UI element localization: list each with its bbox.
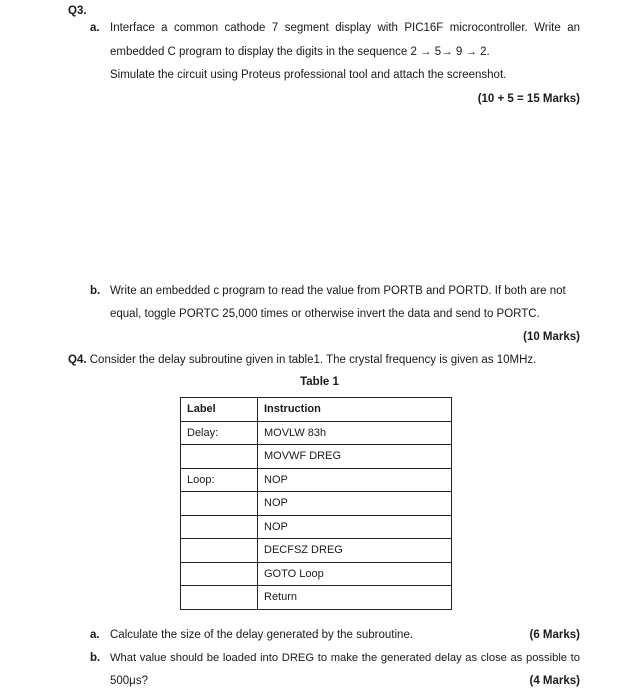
row-label: Loop: bbox=[181, 468, 258, 492]
q3b-marker: b. bbox=[90, 285, 101, 297]
q4b-line2: 500μs? bbox=[110, 675, 148, 687]
row-label bbox=[181, 586, 258, 610]
row-instruction: DECFSZ DREG bbox=[258, 539, 452, 563]
row-instruction: MOVLW 83h bbox=[258, 421, 452, 445]
q3-heading: Q3. bbox=[68, 5, 87, 17]
row-instruction: NOP bbox=[258, 515, 452, 539]
table-row bbox=[181, 468, 452, 492]
table-header-row bbox=[181, 398, 452, 422]
q4-intro: Consider the delay subroutine given in table1. The crystal frequency is given as 10MHz. bbox=[89, 354, 537, 366]
row-label bbox=[181, 539, 258, 563]
table-row bbox=[181, 445, 452, 469]
q3a-marks: (10 + 5 = 15 Marks) bbox=[477, 93, 580, 105]
q4a-marker: a. bbox=[90, 629, 100, 641]
row-instruction: NOP bbox=[258, 492, 452, 516]
table-row bbox=[181, 586, 452, 610]
row-instruction: NOP bbox=[258, 468, 452, 492]
table-row bbox=[181, 539, 452, 563]
q3a-marker: a. bbox=[90, 22, 100, 34]
q3b-line1: Write an embedded c program to read the value from PORTB and PORTD. If both are not bbox=[110, 285, 566, 297]
header-instruction: Instruction bbox=[258, 398, 452, 422]
q3a-line3: Simulate the circuit using Proteus professional tool and attach the screenshot. bbox=[110, 69, 507, 81]
q4b-marks: (4 Marks) bbox=[529, 675, 580, 687]
header-label: Label bbox=[181, 398, 258, 422]
table-row bbox=[181, 562, 452, 586]
row-label bbox=[181, 562, 258, 586]
q4-heading: Q4. bbox=[68, 354, 87, 366]
q4-intro-line bbox=[68, 354, 536, 366]
row-instruction: GOTO Loop bbox=[258, 562, 452, 586]
row-label bbox=[181, 492, 258, 516]
row-label: Delay: bbox=[181, 421, 258, 445]
table-row bbox=[181, 421, 452, 445]
row-instruction: Return bbox=[258, 586, 452, 610]
q3a-line1: Interface a common cathode 7 segment display with PIC16F microcontroller. Write an bbox=[110, 22, 580, 34]
delay-subroutine-table bbox=[180, 397, 452, 610]
row-label bbox=[181, 515, 258, 539]
q3b-line2: equal, toggle PORTC 25,000 times or otherwise invert the data and send to PORTC. bbox=[110, 308, 540, 320]
q4a-text: Calculate the size of the delay generated by the subroutine. bbox=[110, 629, 414, 641]
q4b-marker: b. bbox=[90, 652, 101, 664]
q4b-line1: What value should be loaded into DREG to make the generated delay as close as possible to bbox=[110, 652, 580, 664]
q4a-marks: (6 Marks) bbox=[529, 629, 580, 641]
table-row bbox=[181, 492, 452, 516]
table-row bbox=[181, 515, 452, 539]
row-instruction: MOVWF DREG bbox=[258, 445, 452, 469]
row-label bbox=[181, 445, 258, 469]
table-caption: Table 1 bbox=[300, 376, 339, 388]
q3a-line2: embedded C program to display the digits in the sequence 2 → 5→ 9 → 2. bbox=[110, 46, 490, 58]
q3b-marks: (10 Marks) bbox=[523, 331, 580, 343]
